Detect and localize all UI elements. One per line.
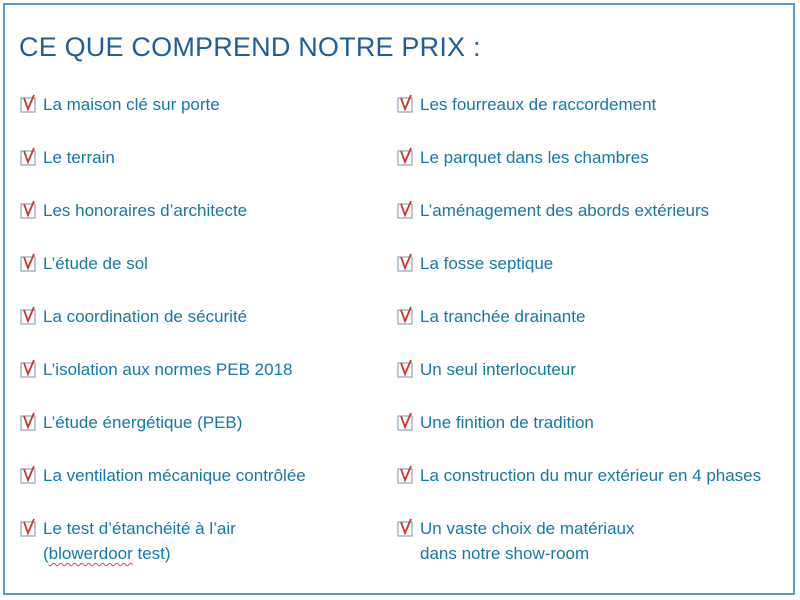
checkbox-check-icon: [396, 518, 417, 538]
list-item: [396, 251, 553, 276]
list-item: [19, 516, 236, 566]
checkbox-check-icon: [19, 94, 40, 114]
checkbox-check-icon: [19, 359, 40, 379]
item-label: La fosse septique: [420, 254, 554, 273]
item-label: L’étude de sol: [43, 254, 148, 273]
checkbox-check-icon: [19, 306, 40, 326]
list-item: [396, 463, 761, 488]
spellcheck-underlined-word: blowerdoor: [48, 544, 133, 563]
item-label-line2: dans notre show-room: [420, 544, 590, 563]
checkbox-check-icon: [19, 518, 40, 538]
checkbox-check-icon: [396, 200, 417, 220]
list-item: [19, 145, 115, 170]
item-label: Une finition de tradition: [420, 413, 594, 432]
checkbox-check-icon: [396, 147, 417, 167]
list-item: [396, 92, 656, 117]
list-item: [19, 463, 306, 488]
item-label: Le terrain: [43, 148, 115, 167]
list-item: [396, 357, 576, 382]
list-item: [396, 410, 594, 435]
item-label-line2-open: (: [43, 544, 49, 563]
item-label: L’aménagement des abords extérieurs: [420, 201, 710, 220]
list-item: [396, 198, 709, 223]
list-item: [19, 410, 242, 435]
item-label: L’isolation aux normes PEB 2018: [43, 360, 293, 379]
list-item: [19, 304, 247, 329]
list-item: [19, 198, 247, 223]
item-label: L’étude énergétique (PEB): [43, 413, 243, 432]
list-item: [19, 357, 293, 382]
item-text-block: [43, 516, 236, 566]
item-label: Le parquet dans les chambres: [420, 148, 649, 167]
list-item: [19, 92, 220, 117]
checkbox-check-icon: [396, 94, 417, 114]
checkbox-check-icon: [396, 253, 417, 273]
item-label: La construction du mur extérieur en 4 phases: [420, 466, 762, 485]
checkbox-check-icon: [396, 412, 417, 432]
list-item: [396, 304, 585, 329]
item-label-line2-rest: test): [132, 544, 171, 563]
item-label: Un vaste choix de matériaux: [420, 519, 635, 538]
checkbox-check-icon: [19, 412, 40, 432]
item-label: Les honoraires d’architecte: [43, 201, 248, 220]
checkbox-check-icon: [396, 306, 417, 326]
page-title: CE QUE COMPREND NOTRE PRIX :: [19, 32, 481, 62]
item-label: La tranchée drainante: [420, 307, 586, 326]
list-item: [19, 251, 148, 276]
item-label: Le test d’étanchéité à l’air: [43, 519, 236, 538]
checkbox-check-icon: [19, 147, 40, 167]
item-label: La coordination de sécurité: [43, 307, 248, 326]
checkbox-check-icon: [19, 200, 40, 220]
checkbox-check-icon: [396, 359, 417, 379]
item-label: La maison clé sur porte: [43, 95, 220, 114]
checkbox-check-icon: [19, 253, 40, 273]
item-label: Les fourreaux de raccordement: [420, 95, 657, 114]
item-text-block: [420, 516, 635, 566]
checkbox-check-icon: [396, 465, 417, 485]
list-item: [396, 516, 635, 566]
list-item: [396, 145, 649, 170]
item-label: Un seul interlocuteur: [420, 360, 576, 379]
item-label: La ventilation mécanique contrôlée: [43, 466, 306, 485]
checkbox-check-icon: [19, 465, 40, 485]
item-label-line2: [43, 541, 236, 566]
